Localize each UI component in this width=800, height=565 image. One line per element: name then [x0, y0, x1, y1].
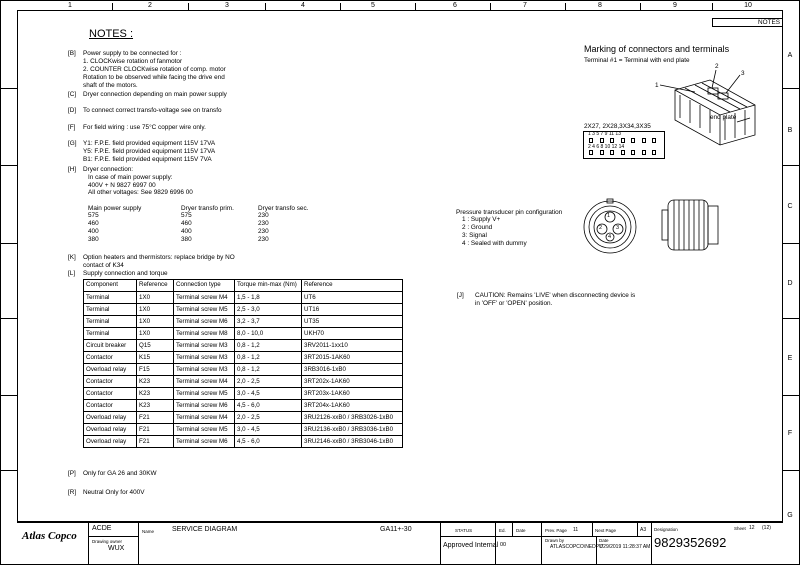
row-letter: C	[787, 203, 793, 210]
connector-pin-box	[642, 138, 646, 143]
tb-sep	[592, 522, 593, 536]
col-strip-line	[17, 10, 783, 11]
table-cell: 2,0 - 2,5	[235, 412, 302, 424]
table-cell: 3RB3016-1xB0	[302, 364, 403, 376]
note-line: Y1: F.P.E. field provided equipment 115V 17VA	[83, 140, 216, 147]
row-tick-left	[0, 88, 17, 89]
row-tick-left	[0, 243, 17, 244]
table-row	[84, 316, 403, 328]
sheet-number: 12	[749, 525, 755, 531]
table-cell: Terminal screw M3	[174, 364, 235, 376]
table-cell: 1X0	[137, 316, 174, 328]
prev-page-label: Prev. Page	[545, 528, 567, 533]
callout-2: 2	[715, 63, 719, 70]
dryer-cell: 380	[181, 236, 192, 243]
table-cell: Contactor	[84, 388, 137, 400]
torque-table	[83, 279, 403, 448]
col-sep	[340, 3, 341, 10]
connector-pin-box	[631, 138, 635, 143]
connector-pin-box	[589, 138, 593, 143]
row-letter: F	[787, 430, 793, 437]
table-row	[84, 388, 403, 400]
table-row	[84, 436, 403, 448]
dryer-cell: 230	[258, 228, 269, 235]
pressure-pin: 2 : Ground	[462, 224, 493, 231]
table-cell: Overload relay	[84, 424, 137, 436]
dryer-cell: 380	[88, 236, 99, 243]
table-cell: 3,2 - 3,7	[235, 316, 302, 328]
row-letter: G	[787, 512, 793, 519]
table-cell: 1X0	[137, 292, 174, 304]
table-cell: 0,8 - 1,2	[235, 340, 302, 352]
table-row	[84, 340, 403, 352]
date2-label: Date	[599, 538, 609, 543]
dryer-cell: 460	[88, 220, 99, 227]
note-line: Neutral Only for 400V	[83, 489, 145, 496]
table-cell: 0,8 - 1,2	[235, 352, 302, 364]
connector-pin-box	[610, 150, 614, 155]
connector-pin-box	[589, 150, 593, 155]
table-row	[84, 412, 403, 424]
note-line: CAUTION: Remains 'LIVE' when disconnecting device is	[475, 292, 636, 299]
table-row	[84, 424, 403, 436]
table-cell: 2,0 - 2,5	[235, 376, 302, 388]
table-cell: 3RT2015-1AK60	[302, 352, 403, 364]
table-cell: F15	[137, 364, 174, 376]
note-tag: [R]	[68, 489, 77, 496]
row-tick	[783, 243, 800, 244]
table-cell: UT35	[302, 316, 403, 328]
table-cell: 3RU2126-xxB0 / 3RB3026-1xB0	[302, 412, 403, 424]
pressure-pin-num: 1	[607, 213, 611, 219]
note-line: Rotation to be observed while facing the drive end	[83, 74, 225, 81]
note-tag: [J]	[457, 292, 464, 299]
col-sep	[490, 3, 491, 10]
col-number: 6	[453, 2, 457, 9]
tb-sep	[138, 522, 139, 565]
table-cell: Contactor	[84, 376, 137, 388]
table-cell: 4,5 - 6,0	[235, 436, 302, 448]
table-cell: Overload relay	[84, 436, 137, 448]
pressure-connector-side	[660, 198, 725, 253]
pressure-pin-num: 2	[599, 225, 603, 231]
sheet-total: (12)	[762, 525, 771, 531]
table-cell: 0,8 - 1,2	[235, 364, 302, 376]
row-tick-left	[0, 395, 17, 396]
drawing-name: SERVICE DIAGRAM	[172, 526, 238, 533]
table-row	[84, 400, 403, 412]
table-cell: Circuit breaker	[84, 340, 137, 352]
row-tick	[783, 470, 800, 471]
table-cell: 3RV2011-1xx10	[302, 340, 403, 352]
note-tag: [C]	[68, 91, 77, 98]
table-cell: Terminal screw M3	[174, 352, 235, 364]
table-cell: K23	[137, 388, 174, 400]
table-cell: Terminal	[84, 328, 137, 340]
table-cell: Terminal screw M6	[174, 316, 235, 328]
bottom-pin-numbers: 2 4 6 8 10 12 14	[588, 144, 625, 150]
table-row	[84, 364, 403, 376]
col-number: 8	[598, 2, 602, 9]
tb-sep	[651, 522, 652, 565]
table-row	[84, 304, 403, 316]
col-number: 3	[225, 2, 229, 9]
connector-pin-box	[642, 150, 646, 155]
col-number: 4	[301, 2, 305, 9]
top-pin-numbers: 1 3 5 7 9 11 13	[588, 131, 621, 137]
note-line: Supply connection and torque	[83, 270, 168, 277]
table-cell: 4,5 - 6,0	[235, 400, 302, 412]
note-tag: [B]	[68, 50, 76, 57]
table-cell: 3,0 - 4,5	[235, 424, 302, 436]
connector-pin-box	[600, 138, 604, 143]
tb-hline	[88, 536, 138, 537]
marking-subtitle: Terminal #1 = Terminal with end plate	[584, 57, 690, 64]
col-header: Torque min-max (Nm)	[235, 280, 302, 292]
table-cell: 1,5 - 1,8	[235, 292, 302, 304]
connector-pin-box	[621, 150, 625, 155]
table-cell: Terminal	[84, 316, 137, 328]
row-letter: E	[787, 355, 793, 362]
table-cell: K23	[137, 400, 174, 412]
dryer-cell: 400	[88, 228, 99, 235]
drawn-by-label: Drawn by	[545, 538, 565, 543]
status-value: Approved Internal	[443, 542, 499, 549]
sheet-label: Sheet	[734, 526, 746, 531]
tb-sep	[512, 522, 513, 536]
row-tick	[783, 318, 800, 319]
table-cell: Terminal	[84, 304, 137, 316]
note-line: B1: F.P.E. field provided equipment 115V 7VA	[83, 156, 212, 163]
connector-pin-box	[652, 138, 656, 143]
table-cell: 3RU2146-xxB0 / 3RB3046-1xB0	[302, 436, 403, 448]
note-tag: [H]	[68, 166, 77, 173]
pressure-connector-front	[580, 197, 640, 257]
col-sep	[712, 3, 713, 10]
table-cell: Overload relay	[84, 412, 137, 424]
drawing-owner-label: Drawing owner	[92, 539, 123, 544]
drawing-owner: WUX	[108, 545, 125, 552]
table-cell: F21	[137, 424, 174, 436]
pressure-title: Pressure transducer pin configuration	[456, 209, 563, 216]
table-cell: Q15	[137, 340, 174, 352]
ed-value: 00	[500, 542, 507, 548]
table-row	[84, 292, 403, 304]
table-cell: Terminal screw M5	[174, 388, 235, 400]
tb-sep	[541, 522, 542, 565]
drawn-by: ATLASCOPCO\NEDPU	[550, 544, 603, 550]
name-label: Name	[142, 529, 155, 534]
table-cell: F21	[137, 436, 174, 448]
note-tag: [P]	[68, 470, 76, 477]
table-cell: 3RU2136-xxB0 / 3RB3036-1xB0	[302, 424, 403, 436]
note-line: 400V + N 9827 6997 00	[88, 182, 156, 189]
col-number: 1	[68, 2, 72, 9]
col-number: 9	[673, 2, 677, 9]
note-tag: [L]	[68, 270, 76, 277]
table-cell: Terminal screw M6	[174, 400, 235, 412]
table-cell: Terminal	[84, 292, 137, 304]
note-line: For field wiring : use 75°C copper wire only.	[83, 124, 206, 131]
note-line: contact of K34	[83, 262, 124, 269]
note-tag: [K]	[68, 254, 76, 261]
pressure-pin-num: 3	[616, 225, 620, 231]
connector-pin-box	[631, 150, 635, 155]
connector-pin-box	[621, 138, 625, 143]
notes-corner-label: NOTES	[758, 19, 781, 26]
col-sep	[112, 3, 113, 10]
col-sep	[640, 3, 641, 10]
callout-1: 1	[655, 82, 659, 89]
row-letter: B	[787, 127, 793, 134]
table-cell: Terminal screw M6	[174, 436, 235, 448]
model: GA11+-30	[380, 526, 412, 533]
table-cell: Terminal screw M8	[174, 328, 235, 340]
col-header: Reference	[137, 280, 174, 292]
pressure-pin: 4 : Sealed with dummy	[462, 240, 527, 247]
note-line: Option heaters and thermistors: replace bridge by NO	[83, 254, 235, 261]
note-line: Power supply to be connected for :	[83, 50, 182, 57]
row-letter: D	[787, 280, 793, 287]
table-cell: Terminal screw M4	[174, 412, 235, 424]
col-number: 5	[371, 2, 375, 9]
callout-3: 3	[741, 70, 745, 77]
col-number: 7	[523, 2, 527, 9]
table-cell: Contactor	[84, 400, 137, 412]
table-cell: K15	[137, 352, 174, 364]
row-tick-left	[0, 318, 17, 319]
table-header-row	[84, 280, 403, 292]
table-cell: 1X0	[137, 328, 174, 340]
table-row	[84, 328, 403, 340]
tb-sep	[88, 522, 89, 565]
table-cell: 2,5 - 3,0	[235, 304, 302, 316]
table-cell: 8,0 - 10,0	[235, 328, 302, 340]
col-sep	[188, 3, 189, 10]
col-header: Reference	[302, 280, 403, 292]
row-tick-left	[0, 470, 17, 471]
designation-number: 9829352692	[654, 535, 727, 550]
table-cell: 3RT203x-1AK60	[302, 388, 403, 400]
paper-size: A3	[640, 527, 647, 533]
table-cell: 3RT202x-1AK60	[302, 376, 403, 388]
company-code: ACDE	[92, 525, 112, 532]
dryer-cell: 230	[258, 236, 269, 243]
col-number: 10	[744, 2, 752, 9]
row-tick-left	[0, 165, 17, 166]
table-row	[84, 352, 403, 364]
note-tag: [G]	[68, 140, 77, 147]
prev-page: 11	[573, 527, 579, 533]
ed-label: Ed.	[499, 528, 506, 533]
dryer-cell: 575	[181, 212, 192, 219]
col-sep	[565, 3, 566, 10]
connector-pin-box	[610, 138, 614, 143]
table-cell: 3RT204x-1AK60	[302, 400, 403, 412]
status-label: STATUS	[455, 528, 473, 533]
notes-title: NOTES :	[89, 28, 134, 40]
note-tag: [F]	[68, 124, 76, 131]
row-tick	[783, 395, 800, 396]
col-header: Component	[84, 280, 137, 292]
row-tick	[783, 88, 800, 89]
designation-label: Designation	[654, 527, 678, 532]
table-cell: Terminal screw M5	[174, 304, 235, 316]
table-cell: K23	[137, 376, 174, 388]
title-block-top	[17, 522, 783, 523]
table-cell: Overload relay	[84, 364, 137, 376]
table-cell: Terminal screw M4	[174, 376, 235, 388]
tb-sep	[637, 522, 638, 536]
dryer-header: Dryer transfo prim.	[181, 205, 234, 212]
note-tag: [D]	[68, 107, 77, 114]
note-line: Y5: F.P.E. field provided equipment 115V 17VA	[83, 148, 216, 155]
table-cell: Terminal screw M3	[174, 340, 235, 352]
note-line: 1. CLOCKwise rotation of fanmotor	[83, 58, 183, 65]
note-line: All other voltages: See 9829 6996 00	[88, 189, 193, 196]
table-cell: UT16	[302, 304, 403, 316]
tb-sep	[440, 522, 441, 565]
atlas-copco-logo: Atlas Copco	[22, 530, 77, 542]
note-line: in 'OFF' or 'OPEN' position.	[475, 300, 553, 307]
note-line: Dryer connection depending on main power supply	[83, 91, 227, 98]
table-cell: Terminal screw M5	[174, 424, 235, 436]
date2: 7/29/2019 11:28:37 AM	[599, 544, 651, 550]
row-letter: A	[787, 52, 793, 59]
dryer-header: Dryer transfo sec.	[258, 205, 309, 212]
dryer-cell: 460	[181, 220, 192, 227]
col-number: 2	[148, 2, 152, 9]
table-cell: 1X0	[137, 304, 174, 316]
table-cell: F21	[137, 412, 174, 424]
note-line: Only for GA 26 and 30KW	[83, 470, 157, 477]
connector-pin-box	[600, 150, 604, 155]
pressure-pin-num: 4	[608, 234, 612, 240]
end-plate-label: end plate	[710, 114, 737, 121]
col-header: Connection type	[174, 280, 235, 292]
connector-label: 2X27, 2X28,3X34,3X35	[584, 123, 651, 130]
table-cell: Contactor	[84, 352, 137, 364]
connector-pin-box	[652, 150, 656, 155]
date-label: Date	[516, 528, 526, 533]
table-row	[84, 376, 403, 388]
next-page-label: Next Page	[595, 528, 617, 533]
table-cell: UKH70	[302, 328, 403, 340]
dryer-cell: 230	[258, 220, 269, 227]
table-cell: 3,0 - 4,5	[235, 388, 302, 400]
pressure-pin: 1 : Supply V+	[462, 216, 501, 223]
pressure-pin: 3: Signal	[462, 232, 487, 239]
dryer-header: Main power supply	[88, 205, 142, 212]
dryer-cell: 400	[181, 228, 192, 235]
note-line: shaft of the motors.	[83, 82, 138, 89]
marking-title: Marking of connectors and terminals	[584, 44, 730, 54]
table-cell: UT6	[302, 292, 403, 304]
dryer-cell: 575	[88, 212, 99, 219]
note-line: To connect correct transfo-voltage see on transfo	[83, 107, 222, 114]
dryer-cell: 230	[258, 212, 269, 219]
col-sep	[415, 3, 416, 10]
note-line: 2. COUNTER CLOCKwise rotation of comp. motor	[83, 66, 226, 73]
note-line: Dryer connection:	[83, 166, 134, 173]
note-line: In case of main power supply:	[88, 174, 173, 181]
table-cell: Terminal screw M4	[174, 292, 235, 304]
row-tick	[783, 165, 800, 166]
col-sep	[265, 3, 266, 10]
